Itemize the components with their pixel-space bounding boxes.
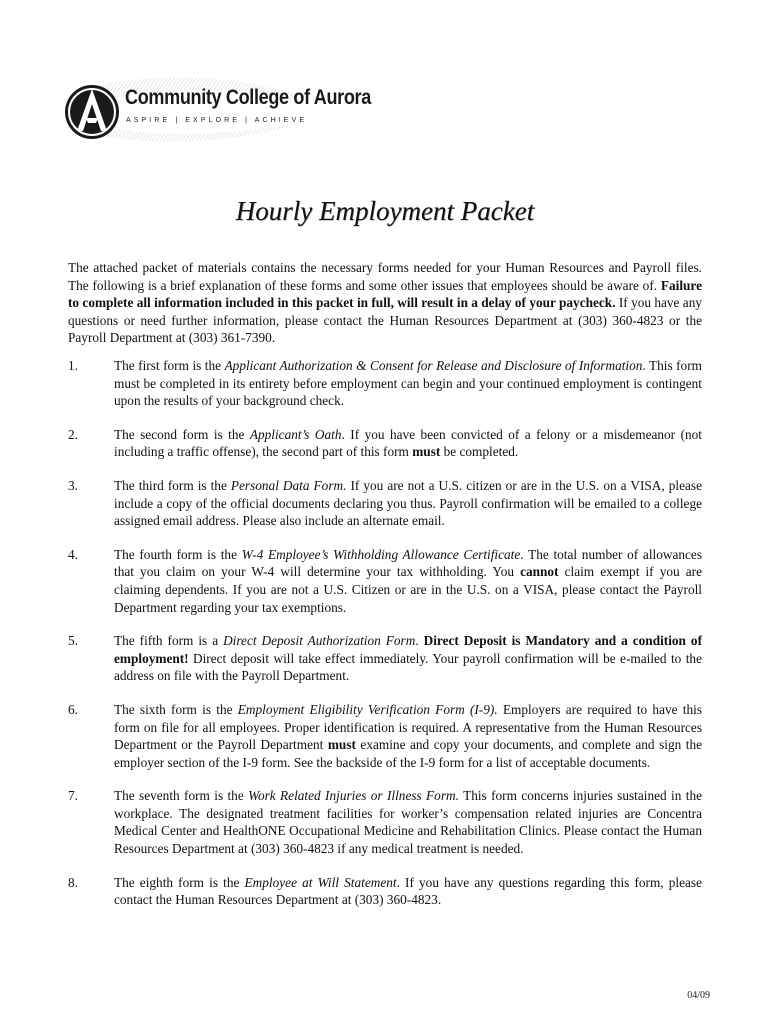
college-logo [62, 76, 371, 150]
item-number: 8. [68, 874, 78, 890]
revision-code: 04/09 [687, 990, 710, 1001]
list-item [68, 632, 702, 685]
forms-list [68, 357, 702, 925]
item-text: . [415, 633, 424, 649]
item-form-name: Direct Deposit Authorization Form [223, 633, 416, 649]
item-text: The second form is the [114, 426, 250, 442]
item-text: . This form must be completed in its entirety before employment can begin and your continued employment is contingent upon the results of your background check. [114, 358, 702, 409]
item-text: This form concerns injuries sustained in the workplace. The designated treatment facilities for worker’s compensation related injuries are Concentra Medical Center and HealthONE Occupational Medicine and Rehabilitation Clinics. Please contact the Human Resources Department at (303) 360-4823 if any medical treatment is needed. [114, 788, 702, 857]
intro-bold-warning: Failure to complete all information included in this packet in full, will result in a delay of your paycheck. [68, 277, 702, 311]
intro-text-2: If you have any questions or need further information, please contact the Human Resources Department at (303) 360-4823 or the Payroll Department at (303) 361-7390. [68, 295, 702, 346]
item-text: The sixth form is the [114, 701, 238, 717]
item-form-name: Employee at Will Statement [244, 874, 397, 890]
item-emphasis: must [412, 444, 441, 460]
item-form-name: Applicant Authorization & Consent for Release and Disclosure of Information [224, 358, 643, 373]
list-item [68, 787, 702, 857]
item-text: . If you have been convicted of a felony or a misdemeanor (not including a traffic offense), the second part of this form [114, 426, 702, 460]
item-text: Direct deposit will take effect immediately. Your payroll confirmation will be e-mailed to the address on file with the Payroll Department. [114, 650, 702, 684]
item-text: . The total number of allowances that you claim on your W-4 will determine your tax withholding. You [114, 546, 702, 580]
item-number: 4. [68, 546, 78, 562]
item-number: 7. [68, 788, 78, 804]
list-item [68, 701, 702, 771]
item-form-name: Work Related Injuries or Illness Form. [248, 788, 459, 804]
logo-college-name: Community College of Aurora [125, 86, 371, 109]
item-number: 2. [68, 426, 78, 442]
item-emphasis: must [327, 737, 356, 753]
item-form-name: Employment Eligibility Verification Form (I-9). [237, 701, 498, 717]
item-number: 5. [68, 633, 78, 649]
item-number: 6. [68, 701, 78, 717]
list-item [68, 426, 702, 461]
item-emphasis: Direct Deposit is Mandatory and a condition of employment! [114, 633, 702, 666]
item-text: claim exempt if you are claiming dependents. If you are not a U.S. Citizen or are in the U.S. on a VISA, please contact the Payroll Department regarding your tax exemptions. [114, 564, 702, 615]
item-text: examine and copy your documents, and complete and sign the employer section of the I-9 form. See the backside of the I-9 form for a list of acceptable documents. [114, 737, 702, 770]
list-item [68, 874, 702, 909]
page-title: Hourly Employment Packet [235, 196, 535, 226]
list-item [68, 546, 702, 616]
item-text: If you are not a U.S. citizen or are in the U.S. on a VISA, please include a copy of the official documents declaring you thus. Payroll confirmation will be emailed to a college assigned email address. Please also include an alternate email. [114, 477, 702, 529]
item-form-name: Applicant’s Oath [249, 426, 342, 442]
item-text: The eighth form is the [114, 874, 245, 890]
item-form-name: Personal Data Form. [230, 477, 347, 493]
item-number: 1. [68, 358, 78, 373]
item-text: Employers are required to have this form on file for all employees. Proper identification is required. A representative from the Human Resources Department or the Payroll Department [114, 701, 702, 753]
item-text: The fourth form is the [114, 546, 242, 562]
item-number: 3. [68, 477, 78, 493]
item-text: The third form is the [114, 477, 231, 493]
item-form-name: W-4 Employee’s Withholding Allowance Certificate [241, 546, 521, 562]
item-text: The first form is the [114, 358, 225, 373]
list-item [68, 477, 702, 530]
intro-text-1: The attached packet of materials contains the necessary forms needed for your Human Resources and Payroll files. The following is a brief explanation of these forms and some other issues that employees should be aware of. [68, 260, 702, 293]
item-emphasis: cannot [520, 564, 559, 580]
logo-tagline: ASPIRE | EXPLORE | ACHIEVE [126, 117, 308, 124]
item-text: The fifth form is a [114, 633, 224, 649]
intro-paragraph [68, 259, 702, 347]
list-item [68, 357, 702, 410]
item-text: The seventh form is the [114, 788, 249, 804]
item-text: . If you have any questions regarding this form, please contact the Human Resources Department at (303) 360-4823. [114, 874, 702, 908]
item-text: be completed. [440, 444, 519, 460]
